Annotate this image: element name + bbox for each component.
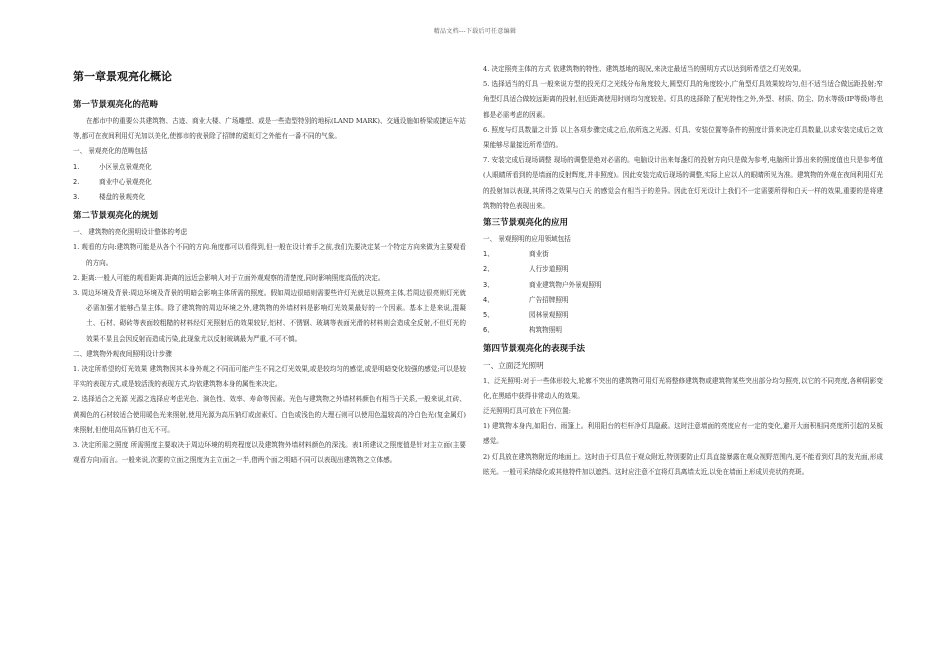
right-column bbox=[483, 62, 883, 480]
section-2-step: 2. 选择适合之光源 光源之选择应考虑光色、演色性、效率、寿命等因素。光色与建筑物之外墙材料颜色有相当于关系,一般来说,红砖、黄褐色的石材较适合使用暖色光来照射,使用光源为高压钠灯或卤素灯。白色或浅色的大理石则可以使用色温较高的冷白色光(复金属灯)来照射,但使用高压钠灯也无不可。 bbox=[73, 395, 466, 434]
list-item: 4、 广告招牌照明 bbox=[483, 295, 569, 304]
section-2-item: 2. 距离:一般人可能的观看距离.距离的远近会影响人对于立面外观观察的清楚度,同时影响照度高低的决定。 bbox=[73, 273, 385, 282]
list-item: 5、 园林景观照明 bbox=[483, 311, 569, 320]
section-4-subheading: 一、立面泛光照明 bbox=[483, 361, 544, 371]
section-4-paragraph: 1、泛光照明:对于一些体形较大,轮廓不突出的建筑物可用灯光将整修建筑物或建筑物某些突出部分均匀照亮,以它的不同亮度,各种阴影变化,在黑暗中获得非常动人的效果。 bbox=[483, 376, 883, 400]
section-2-title: 第二节景观亮化的规划 bbox=[73, 211, 159, 222]
section-4-paragraph: 1) 建筑物本身内,如阳台、雨篷上。利用阳台的栏杆净灯具隐蔽。这时注意墙面的亮度应有一定的变化,避开大面积相同亮度所引起的呆板感觉。 bbox=[483, 422, 883, 446]
chapter-title: 第一章景观亮化概论 bbox=[73, 70, 172, 83]
list-item: 3. 楼盘的景观亮化 bbox=[73, 193, 146, 202]
list-item: 2. 商业中心景观亮化 bbox=[73, 177, 152, 186]
section-2-step: 5. 选择适当的灯具 一般来说方型的投光灯之光线分布角度较大,圆型灯具的角度较小,广角型灯具效果较均匀,但不适当适合做远距投射;窄角型灯具适合做较远距离的投射,但近距离使用时则均匀度较差。灯具的选择除了配光特性之外,外型、材质、防尘、防水等级(IP等级)等也都是必需考虑的因素。 bbox=[483, 80, 883, 119]
section-2-item: 1. 观看的方向:建筑物可能是从各个不同的方向.角度都可以看得到,但一般在设计着手之前,我们先要决定某一个特定方向来做为主要观看的方向。 bbox=[73, 243, 466, 267]
section-1-title: 第一节景观亮化的范畴 bbox=[73, 100, 159, 110]
list-item: 3、 商业建筑物户外景观照明 bbox=[483, 280, 602, 289]
list-item: 6、 构筑物照明 bbox=[483, 326, 562, 335]
section-2-step: 3. 决定所需之照度 所需照度主要取决于周边环境的明亮程度以及建筑物外墙材料颜色的深浅。表1所建议之照度值是针对主立面(主要观看方向)而言。一般来说,次要的立面之照度为主立面之一半,借两个面之明暗不同可以表现出建筑物之立体感。 bbox=[73, 441, 466, 465]
section-2-step: 7. 安装完成后现场调整 现场的调整是绝对必需的。电脑设计出来每盏灯的投射方向只是做为参考,电脑所计算出来的照度值也只是参考值(人眼睛所看到的是墙面的反射辉度,并非照度)。因此安装完成后现场的调整,实际上应以人的眼睛所见为准。建筑物的外观在夜间利用灯光的投射加以表现,其所得之效果与白天 的感觉会有相当于的差异。因此在灯光设计上我们不一定需要所得和白天一样的效果,重要的是将建筑物的特色表现出来。 bbox=[483, 156, 883, 210]
section-2-item: 3. 周边环境及背景:周边环境及背景的明暗会影响主体所需的照度。假如周边很暗则需要些许灯光就足以照亮主体,若周边很亮则灯光就必需加强才能够凸显主体。除了建筑物的周边环境之外,建筑物的外墙材料是影响灯光效果最好的一个因素。基本上是来说,混凝土、石材、砌砖等表面较粗糙的材料经灯光照射后的效果较好,铝材、不锈钢、玻璃等表面光滑的材料则会造成全反射,不但灯光的效果不显且会因反射而造成污染,此现象尤以反射玻璃最为严重,不可不慎。 bbox=[73, 289, 466, 343]
section-3-title: 第三节景观亮化的应用 bbox=[483, 218, 569, 229]
section-3-subheading: 一、 景观照明的应用领域包括 bbox=[483, 235, 571, 244]
page-header: 精品文档---下载后可任意编辑 bbox=[433, 28, 517, 35]
list-item: 2、 人行步道照明 bbox=[483, 265, 569, 274]
section-1-subheading: 一、 景观亮化的范畴包括 bbox=[73, 147, 148, 156]
list-item: 1. 小区景点景观亮化 bbox=[73, 162, 152, 171]
section-4-paragraph: 2) 灯具放在建筑物附近的地面上。这时由于灯具位于观众附近,特别要防止灯具直接暴露在观众视野范围内,更不能看到灯具的发光面,形成眩光。一般可采纳绿化或其他特件加以遮挡。这时应注意不宜将灯具离墙太近,以免在墙面上形成贝壳状的亮斑。 bbox=[483, 452, 883, 476]
left-column bbox=[73, 64, 466, 468]
section-4-paragraph: 泛光照明灯具可放在下列位置: bbox=[483, 407, 571, 416]
section-4-title: 第四节景观亮化的表现手法 bbox=[483, 344, 586, 355]
section-2-step: 6. 照度与灯具数量之计算 以上各项步骤完成之后,依所选之光源、灯具、安装位置等条件的照度计算来决定灯具数量,以求安装完成后之效果能够尽量接近所希望的。 bbox=[483, 125, 883, 150]
list-item: 1、 商业街 bbox=[483, 250, 549, 259]
section-2-step: 4. 决定照亮主体的方式 依建筑物的特性、建筑基地的现况,来决定最适当的照明方式以达到所希望之灯光效果。 bbox=[483, 65, 806, 73]
section-2-subheading-2: 二、建筑物外观夜间照明设计步骤 bbox=[73, 349, 172, 358]
section-1-paragraph: 在都市中的重要公共建筑物、古迹、商业大楼、广场雕塑、或是一些造型特别的地标(LAND MARK)、交通设施如桥梁或捷运车站等,都可在夜间利用灯光加以美化,使都市的夜景除了招牌的霓虹灯之外能有一番不同的气象。 bbox=[73, 117, 466, 141]
section-2-subheading: 一、 建筑物的亮化照明设计整体的考虑 bbox=[73, 228, 188, 237]
section-2-step: 1. 决定所希望的灯光效果 建筑物因其本身外观之不同而可能产生不同之灯光效果,或是较均匀的感觉,或是明暗变化较强的感觉;可以是较平实的表现方式,或是较活泼的表现方式,均依建筑物本身的属性来决定。 bbox=[73, 365, 466, 389]
